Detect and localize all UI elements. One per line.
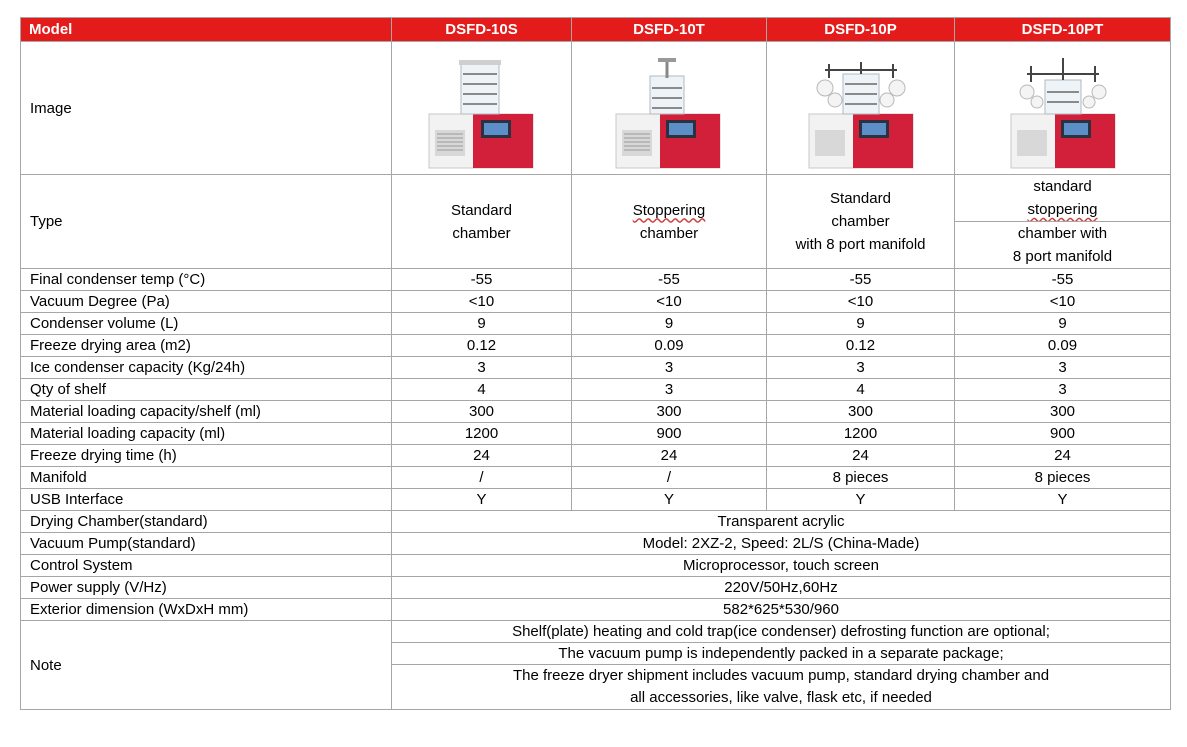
- spec-value: 3: [572, 357, 767, 379]
- header-row: [21, 18, 1171, 42]
- type-3-line-3: with 8 port manifold: [795, 236, 926, 253]
- type-3-line-2: chamber: [831, 213, 890, 230]
- image-row: [21, 42, 1171, 175]
- spec-value: 300: [572, 401, 767, 423]
- spec-value: 3: [572, 379, 767, 401]
- type-cell-4-top: [955, 175, 1171, 222]
- spec-value: 900: [955, 423, 1171, 445]
- type-cell-3: [767, 175, 955, 269]
- spec-value: 0.12: [767, 335, 955, 357]
- note-line-2: The vacuum pump is independently packed in a separate package;: [392, 643, 1171, 665]
- spec-value: 300: [392, 401, 572, 423]
- freeze-dryer-stoppering-manifold-image: [1007, 56, 1119, 174]
- spec-label: Ice condenser capacity (Kg/24h): [21, 357, 392, 379]
- shared-row-control-system: [21, 555, 1171, 577]
- spec-value: Y: [955, 489, 1171, 511]
- shared-row-exterior-dimension: [21, 599, 1171, 621]
- type-4-line-1: standard: [1033, 178, 1092, 195]
- spec-value: <10: [955, 291, 1171, 313]
- spec-row-loading-capacity: [21, 423, 1171, 445]
- spec-value: 3: [767, 357, 955, 379]
- spec-value: 8 pieces: [767, 467, 955, 489]
- shared-row-vacuum-pump: [21, 533, 1171, 555]
- spec-value: -55: [392, 269, 572, 291]
- spec-value: /: [392, 467, 572, 489]
- spec-value: -55: [572, 269, 767, 291]
- spec-label: Freeze drying time (h): [21, 445, 392, 467]
- product-image-cell-2: [572, 42, 767, 175]
- shared-label: Power supply (V/Hz): [21, 577, 392, 599]
- spec-value: 1200: [767, 423, 955, 445]
- header-model-2: DSFD-10T: [572, 18, 767, 42]
- shared-value: Transparent acrylic: [392, 511, 1171, 533]
- spec-row-drying-area: [21, 335, 1171, 357]
- type-cell-1: [392, 175, 572, 269]
- spec-value: Y: [767, 489, 955, 511]
- spec-label: Vacuum Degree (Pa): [21, 291, 392, 313]
- spec-value: 8 pieces: [955, 467, 1171, 489]
- spec-value: 0.09: [572, 335, 767, 357]
- spec-value: 9: [392, 313, 572, 335]
- spec-value: -55: [955, 269, 1171, 291]
- spec-label: Qty of shelf: [21, 379, 392, 401]
- product-image-cell-3: [767, 42, 955, 175]
- type-row-a: [21, 175, 1171, 222]
- shared-label: [21, 599, 392, 621]
- note-label: Note: [21, 621, 392, 710]
- spec-value: Y: [572, 489, 767, 511]
- type-cell-4-bottom: [955, 222, 1171, 269]
- spec-value: -55: [767, 269, 955, 291]
- spec-value: 3: [955, 357, 1171, 379]
- spec-value: 900: [572, 423, 767, 445]
- shared-row-power-supply: [21, 577, 1171, 599]
- product-image-cell-1: [392, 42, 572, 175]
- spec-value: 24: [955, 445, 1171, 467]
- spec-value: 9: [955, 313, 1171, 335]
- spec-row-manifold: [21, 467, 1171, 489]
- spec-value: 0.12: [392, 335, 572, 357]
- spec-row-vacuum-degree: [21, 291, 1171, 313]
- type-4-line-4: 8 port manifold: [1012, 248, 1113, 265]
- spec-label: Material loading capacity (ml): [21, 423, 392, 445]
- note-line-4: all accessories, like valve, flask etc, if needed: [630, 689, 932, 706]
- spec-value: 1200: [392, 423, 572, 445]
- spec-value: <10: [767, 291, 955, 313]
- type-row-label: Type: [21, 175, 392, 269]
- spec-label: Freeze drying area (m2): [21, 335, 392, 357]
- type-2-line-2: chamber: [639, 224, 699, 242]
- spec-value: Y: [392, 489, 572, 511]
- spec-label: USB Interface: [21, 489, 392, 511]
- note-line-1: Shelf(plate) heating and cold trap(ice condenser) defrosting function are optional;: [392, 621, 1171, 643]
- shared-row-drying-chamber: [21, 511, 1171, 533]
- spec-row-condenser-volume: [21, 313, 1171, 335]
- spec-value: 300: [767, 401, 955, 423]
- shared-label: Drying Chamber(standard): [21, 511, 392, 533]
- shared-label: Control System: [21, 555, 392, 577]
- shared-value: Microprocessor, touch screen: [392, 555, 1171, 577]
- type-4-line-2: stoppering: [1027, 201, 1098, 218]
- freeze-dryer-manifold-image: [805, 56, 917, 174]
- header-model-label: Model: [21, 18, 392, 42]
- shared-value: 582*625*530/960: [392, 599, 1171, 621]
- type-4-line-3: chamber with: [1017, 225, 1108, 242]
- type-cell-2: [572, 175, 767, 269]
- spec-row-capacity-per-shelf: [21, 401, 1171, 423]
- spec-value: 9: [572, 313, 767, 335]
- spec-value: /: [572, 467, 767, 489]
- image-row-label: Image: [21, 42, 392, 175]
- note-row-1: [21, 621, 1171, 643]
- shared-value: 220V/50Hz,60Hz: [392, 577, 1171, 599]
- spec-label: Condenser volume (L): [21, 313, 392, 335]
- exterior-dimension-label: Exterior dimension (WxDxH mm): [30, 601, 249, 618]
- spec-value: 24: [572, 445, 767, 467]
- spec-row-condenser-temp: [21, 269, 1171, 291]
- note-line-3-4: [392, 665, 1171, 710]
- spec-value: 4: [767, 379, 955, 401]
- spec-value: 0.09: [955, 335, 1171, 357]
- spec-value: 9: [767, 313, 955, 335]
- type-2-line-1: Stoppering: [632, 201, 706, 219]
- type-3-line-1: Standard: [830, 190, 891, 207]
- header-model-3: DSFD-10P: [767, 18, 955, 42]
- spec-label: Manifold: [21, 467, 392, 489]
- spec-value: <10: [572, 291, 767, 313]
- note-line-3: The freeze dryer shipment includes vacuum pump, standard drying chamber and: [512, 667, 1050, 684]
- spec-value: 24: [392, 445, 572, 467]
- spec-row-shelf-qty: [21, 379, 1171, 401]
- spec-row-drying-time: [21, 445, 1171, 467]
- type-1-line-2: chamber: [452, 224, 511, 242]
- spec-value: 24: [767, 445, 955, 467]
- header-model-1: DSFD-10S: [392, 18, 572, 42]
- freeze-dryer-standard-image: [427, 58, 537, 174]
- header-model-4: DSFD-10PT: [955, 18, 1171, 42]
- spec-value: 4: [392, 379, 572, 401]
- freeze-dryer-stoppering-image: [614, 56, 724, 174]
- shared-value: Model: 2XZ-2, Speed: 2L/S (China-Made): [392, 533, 1171, 555]
- shared-label: Vacuum Pump(standard): [21, 533, 392, 555]
- type-1-line-1: Standard: [451, 201, 512, 219]
- spec-value: 3: [955, 379, 1171, 401]
- spec-value: 300: [955, 401, 1171, 423]
- spec-label: Material loading capacity/shelf (ml): [21, 401, 392, 423]
- spec-table: [20, 17, 1171, 710]
- spec-row-usb: [21, 489, 1171, 511]
- spec-row-ice-capacity: [21, 357, 1171, 379]
- product-image-cell-4: [955, 42, 1171, 175]
- spec-value: <10: [392, 291, 572, 313]
- spec-label: Final condenser temp (°C): [21, 269, 392, 291]
- spec-value: 3: [392, 357, 572, 379]
